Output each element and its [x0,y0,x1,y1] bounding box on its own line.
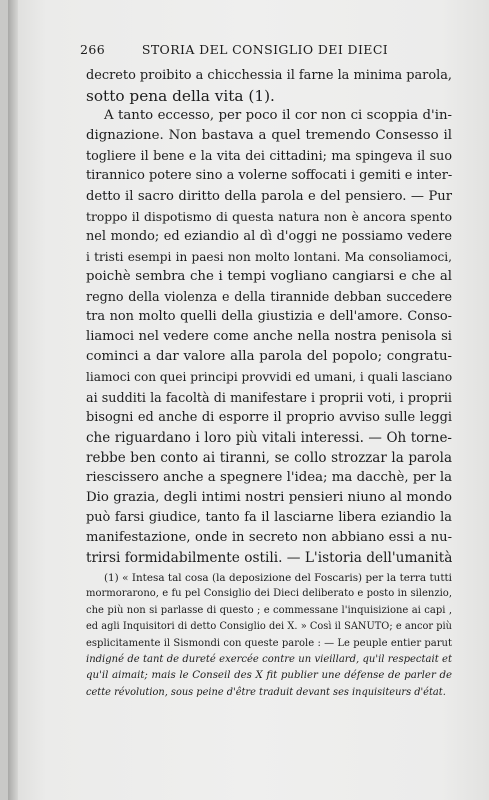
running-head: STORIA DEL CONSIGLIO DEI DIECI [141,42,389,57]
page-header [80,42,450,58]
text-line: decreto proibito a chicchessia il farne la minima parola, [86,68,453,83]
text-line: può farsi giudice, tanto fa il lasciarne libera eziandio la [86,510,452,526]
page-number: 266 [80,42,106,57]
text-line: riescissero anche a spegnere l'idea; ma dacchè, per la [86,469,452,485]
footnote-line: qu'il aimait; mais le Conseil des X fit publier une défense de parler de [86,670,452,682]
text-line: rebbe ben conto ai tiranni, se collo strozzar la parola [86,449,452,466]
text-line: ai sudditi la facoltà di manifestare i proprii voti, i proprii [86,389,452,405]
text-line: liamoci nel vedere come anche nella nostra penisola si [86,329,452,345]
text-line: che riguardano i loro più vitali interessi. — Oh torne- [86,429,452,446]
text-line: cominci a dar valore alla parola del popolo; congratu- [86,349,452,365]
footnote-line: cette révolution, sous peine d'être traduit devant ses inquisiteurs d'état. [86,686,446,698]
footnote [86,570,452,701]
footnote-line: esplicitamente il Sismondi con queste parole : — Le peuple entier parut [86,637,452,649]
footnote-line: ed agli Inquisitori di detto Consiglio dei X. » Così il SANUTO; e ancor più [86,621,452,633]
footnote-line: che più non si parlasse di questo ; e commessane l'inquisizione ai capi , [86,604,452,616]
text-line: regno della violenza e della tirannide debban succedere [86,289,452,305]
text-line: nel mondo; ed eziandio al dì d'oggi ne possiamo vedere [86,228,452,244]
text-line: tra non molto quelli della giustizia e dell'amore. Conso- [86,309,452,325]
text-line: detto il sacro diritto della parola e del pensiero. — Pur [86,188,452,204]
text-line: togliere il bene e la vita dei cittadini; ma spingeva il suo [86,148,452,164]
text-line: liamoci con quei principi provvidi ed umani, i quali lasciano [86,370,453,385]
text-line: trirsi formidabilmente ostili. — L'istoria dell'umanità [86,550,453,567]
footnote-line: indigné de tant de dureté exercée contre un vieillard, qu'il respectait et [86,653,452,665]
text-line: sotto pena della vita (1). [86,87,275,106]
text-line: troppo il dispotismo di questa natura non è ancora spento [86,209,452,224]
text-line: Dio grazia, degli intimi nostri pensieri niuno al mondo [86,489,452,505]
text-line: manifestazione, onde in secreto non abbiano essi a nu- [86,530,452,546]
body-text [86,66,452,568]
footnote-line: mormorarono, e fu pel Consiglio dei Dieci deliberato e posto in silenzio, [86,588,452,600]
page-gutter [8,0,18,800]
footnote-line: (1) « Intesa tal cosa (la deposizione del Foscaris) per la terra tutti [104,572,452,584]
text-line: A tanto eccesso, per poco il cor non ci scoppia d'in- [104,108,452,124]
text-line: bisogni ed anche di esporre il proprio avviso sulle leggi [86,409,452,425]
text-line: tirannico potere sino a volerne soffocati i gemiti e inter- [86,168,453,184]
book-page [8,0,489,800]
text-line: poichè sembra che i tempi vogliano cangiarsi e che al [86,268,452,284]
text-line: i tristi esempi in paesi non molto lontani. Ma consoliamoci, [86,249,452,264]
text-line: dignazione. Non bastava a quel tremendo Consesso il [86,128,452,144]
